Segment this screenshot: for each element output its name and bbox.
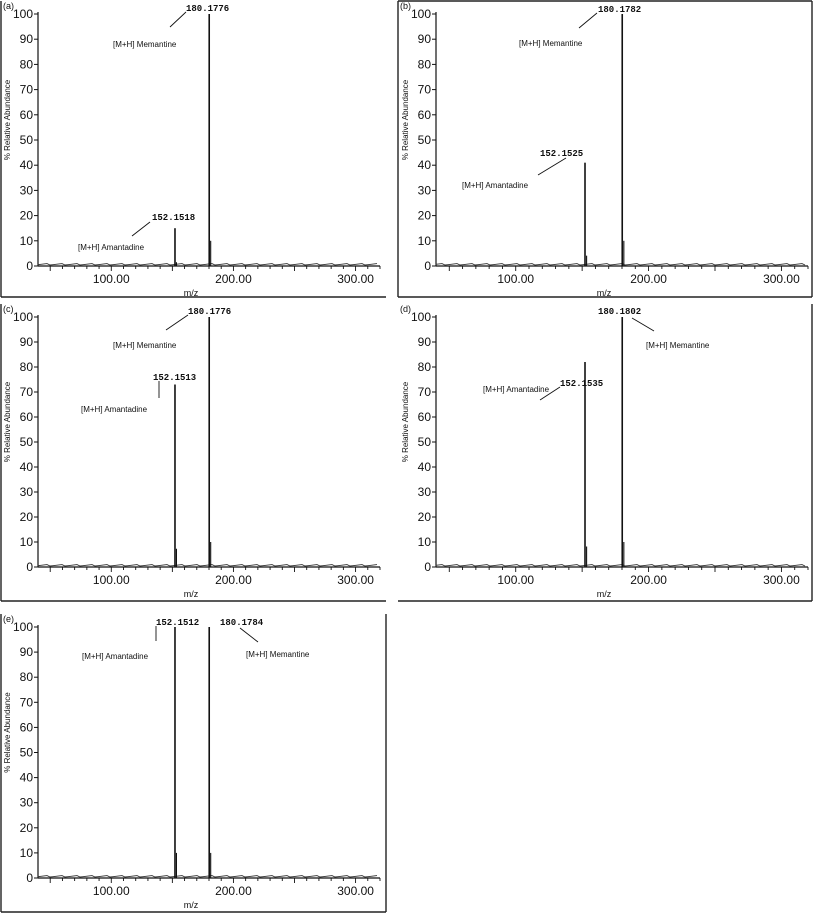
- annotation-pointer: [132, 222, 150, 236]
- y-axis-title: % Relative Abundance: [3, 692, 12, 773]
- x-tick-label: 200.00: [215, 573, 252, 587]
- amantadine-annotation: [M+H] Amantadine: [483, 385, 550, 394]
- x-tick-label: 300.00: [337, 884, 374, 898]
- y-tick-label: 0: [424, 259, 431, 273]
- peak-mz-label: 152.1513: [153, 373, 197, 383]
- annotation-pointer: [240, 628, 258, 642]
- y-tick-label: 60: [417, 107, 431, 122]
- x-axis-title: m/z: [183, 589, 199, 599]
- panel-letter: (c): [3, 304, 14, 314]
- x-tick-label: 200.00: [215, 884, 252, 898]
- peak-mz-label: 152.1512: [156, 618, 200, 628]
- y-tick-label: 80: [19, 57, 33, 72]
- peak-mz-label: 180.1776: [188, 307, 232, 317]
- y-tick-label: 70: [19, 82, 33, 97]
- spectrum-panel-b: [398, 1, 812, 298]
- annotation-pointer: [579, 13, 597, 28]
- x-tick-label: 200.00: [215, 272, 252, 286]
- y-axis-title: % Relative Abundance: [401, 381, 410, 463]
- x-axis-title: m/z: [596, 288, 612, 298]
- y-tick-label: 30: [19, 485, 33, 499]
- annotation-pointer: [632, 318, 654, 331]
- y-tick-label: 0: [26, 871, 33, 885]
- y-tick-label: 90: [19, 32, 33, 47]
- y-axis-title: % Relative Abundance: [3, 79, 12, 161]
- y-tick-label: 80: [417, 57, 431, 72]
- panel-letter: (e): [3, 614, 14, 624]
- y-tick-label: 60: [19, 720, 33, 735]
- y-tick-label: 20: [417, 208, 431, 223]
- y-tick-label: 30: [19, 183, 33, 198]
- y-tick-label: 60: [417, 410, 431, 424]
- y-tick-label: 80: [19, 360, 33, 374]
- memantine-annotation: [M+H] Memantine: [113, 341, 177, 350]
- y-tick-label: 10: [19, 233, 33, 248]
- x-tick-label: 100.00: [92, 573, 130, 587]
- y-tick-label: 30: [417, 485, 431, 499]
- x-axis-title: m/z: [183, 288, 199, 298]
- peak-mz-label: 180.1776: [186, 4, 230, 14]
- panel-letter: (a): [3, 1, 14, 11]
- x-tick-label: 300.00: [763, 573, 800, 587]
- y-tick-label: 50: [417, 435, 431, 449]
- y-tick-label: 10: [19, 845, 33, 860]
- x-tick-label: 100.00: [497, 272, 535, 286]
- y-tick-label: 80: [19, 670, 33, 685]
- memantine-annotation: [M+H] Memantine: [113, 40, 177, 49]
- y-tick-label: 40: [417, 158, 431, 173]
- amantadine-annotation: [M+H] Amantadine: [78, 243, 145, 252]
- y-tick-label: 20: [19, 510, 33, 524]
- peak-mz-label: 152.1535: [560, 379, 604, 389]
- baseline-trace: [436, 264, 805, 265]
- x-tick-label: 300.00: [763, 272, 800, 286]
- panel-letter: (d): [400, 304, 411, 314]
- amantadine-annotation: [M+H] Amantadine: [81, 405, 148, 414]
- peak-mz-label: 152.1525: [540, 149, 584, 159]
- memantine-annotation: [M+H] Memantine: [246, 650, 310, 659]
- annotation-pointer: [538, 158, 566, 175]
- y-tick-label: 70: [19, 695, 33, 710]
- baseline-trace: [38, 264, 377, 265]
- y-tick-label: 70: [417, 82, 431, 97]
- y-tick-label: 80: [417, 360, 431, 374]
- panel-letter: (b): [400, 1, 411, 11]
- y-tick-label: 40: [19, 158, 33, 173]
- y-tick-label: 100: [12, 620, 33, 634]
- y-tick-label: 70: [19, 385, 33, 399]
- y-tick-label: 30: [19, 795, 33, 810]
- y-tick-label: 100: [12, 7, 33, 21]
- amantadine-annotation: [M+H] Amantadine: [462, 181, 529, 190]
- peak-mz-label: 180.1782: [598, 5, 642, 15]
- memantine-annotation: [M+H] Memantine: [646, 341, 710, 350]
- spectrum-panel-d: [398, 304, 812, 601]
- y-axis-title: % Relative Abundance: [3, 381, 12, 463]
- spectrum-panel-a: [1, 1, 386, 298]
- y-tick-label: 0: [424, 560, 431, 574]
- y-tick-label: 50: [417, 133, 431, 147]
- y-tick-label: 10: [19, 535, 33, 549]
- y-tick-label: 100: [410, 7, 431, 21]
- y-tick-label: 40: [417, 460, 431, 474]
- y-tick-label: 40: [19, 770, 33, 785]
- x-tick-label: 200.00: [630, 272, 667, 286]
- baseline-trace: [38, 565, 377, 566]
- peak-mz-label: 152.1518: [152, 213, 196, 223]
- spectrum-panel-c: [1, 304, 386, 601]
- x-tick-label: 100.00: [92, 884, 130, 898]
- y-tick-label: 50: [19, 745, 33, 760]
- y-tick-label: 50: [19, 133, 33, 147]
- x-tick-label: 300.00: [337, 573, 374, 587]
- y-tick-label: 100: [12, 310, 33, 324]
- spectrum-panel-e: [1, 614, 386, 912]
- peak-mz-label: 180.1802: [598, 307, 642, 317]
- baseline-trace: [436, 565, 805, 566]
- y-tick-label: 0: [26, 560, 33, 574]
- y-tick-label: 90: [417, 32, 431, 47]
- amantadine-annotation: [M+H] Amantadine: [82, 652, 149, 661]
- y-tick-label: 10: [417, 535, 431, 549]
- x-tick-label: 200.00: [630, 573, 667, 587]
- y-tick-label: 20: [19, 820, 33, 835]
- y-tick-label: 40: [19, 460, 33, 474]
- y-tick-label: 50: [19, 435, 33, 449]
- x-axis-title: m/z: [596, 589, 612, 599]
- y-tick-label: 20: [19, 208, 33, 223]
- y-tick-label: 70: [417, 385, 431, 399]
- y-tick-label: 90: [417, 335, 431, 349]
- y-tick-label: 10: [417, 233, 431, 248]
- x-axis-title: m/z: [183, 900, 199, 910]
- memantine-annotation: [M+H] Memantine: [519, 39, 583, 48]
- y-tick-label: 90: [19, 645, 33, 660]
- y-tick-label: 30: [417, 183, 431, 198]
- baseline-trace: [38, 876, 377, 877]
- x-tick-label: 100.00: [92, 272, 130, 286]
- y-tick-label: 20: [417, 510, 431, 524]
- y-tick-label: 90: [19, 335, 33, 349]
- y-tick-label: 100: [410, 310, 431, 324]
- y-tick-label: 60: [19, 107, 33, 122]
- x-tick-label: 300.00: [337, 272, 374, 286]
- annotation-pointer: [170, 12, 186, 27]
- y-axis-title: % Relative Abundance: [401, 79, 410, 161]
- annotation-pointer: [166, 315, 188, 330]
- x-tick-label: 100.00: [497, 573, 535, 587]
- y-tick-label: 0: [26, 259, 33, 273]
- y-tick-label: 60: [19, 410, 33, 424]
- peak-mz-label: 180.1784: [220, 618, 264, 628]
